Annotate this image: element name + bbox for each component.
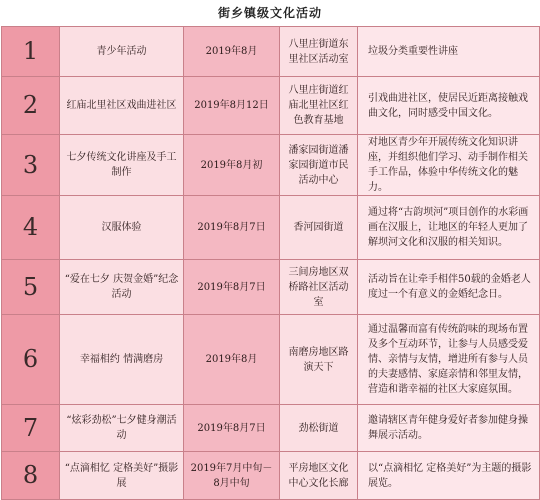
table-row	[2, 135, 540, 196]
table-row	[2, 77, 540, 135]
activity-name: “爱在七夕 庆贺金婚”纪念活动	[60, 260, 184, 315]
activity-description: 垃圾分类重要性讲座	[358, 27, 540, 77]
activity-date: 2019年8月7日	[184, 196, 280, 260]
table-row	[2, 27, 540, 77]
row-number: 5	[2, 260, 60, 315]
activity-name: 红庙北里社区戏曲进社区	[60, 77, 184, 135]
activity-description: 引戏曲进社区，使居民近距离接触戏曲文化，同时感受中国文化。	[358, 77, 540, 135]
activity-description: 通过温馨而富有传统韵味的现场布置及多个互动环节，让参与人员感受爱情、亲情与友情，增进所有参与人员的夫妻感情、家庭亲情和邻里友情，营造和谐幸福的社区大家庭氛围。	[358, 315, 540, 405]
activity-description: 对地区青少年开展传统文化知识讲座，并组织他们学习、动手制作相关手工作品，体验中华传统文化的魅力。	[358, 135, 540, 196]
activity-place: 南磨房地区路演天下	[280, 315, 358, 405]
table-row	[2, 405, 540, 452]
activity-date: 2019年7月中旬－8月中旬	[184, 452, 280, 500]
row-number: 2	[2, 77, 60, 135]
row-number: 1	[2, 27, 60, 77]
activity-name: 青少年活动	[60, 27, 184, 77]
row-number: 8	[2, 452, 60, 500]
activity-date: 2019年8月7日	[184, 260, 280, 315]
activity-name: 七夕传统文化讲座及手工制作	[60, 135, 184, 196]
table-row	[2, 196, 540, 260]
activity-date: 2019年8月12日	[184, 77, 280, 135]
activity-date: 2019年8月	[184, 27, 280, 77]
activity-description: 通过将“古韵坝河”项目创作的水彩画画在汉服上，让地区的年轻人更加了解坝河文化和汉服的相关知识。	[358, 196, 540, 260]
activity-place: 潘家园街道潘家园街道市民活动中心	[280, 135, 358, 196]
activity-place: 八里庄街道红庙北里社区红色教育基地	[280, 77, 358, 135]
row-number: 3	[2, 135, 60, 196]
activity-name: 幸福相约 情满磨房	[60, 315, 184, 405]
row-number: 7	[2, 405, 60, 452]
activity-name: 汉服体验	[60, 196, 184, 260]
activity-place: 八里庄街道东里社区活动室	[280, 27, 358, 77]
activity-description: 邀请辖区青年健身爱好者参加健身操舞展示活动。	[358, 405, 540, 452]
table-row	[2, 260, 540, 315]
table-title: 街乡镇级文化活动	[0, 0, 540, 26]
activity-place: 三间房地区双桥路社区活动室	[280, 260, 358, 315]
activity-date: 2019年8月7日	[184, 405, 280, 452]
row-number: 4	[2, 196, 60, 260]
table-row	[2, 452, 540, 500]
activity-name: “点滴相忆 定格美好”摄影展	[60, 452, 184, 500]
row-number: 6	[2, 315, 60, 405]
activity-place: 劲松街道	[280, 405, 358, 452]
activity-description: 活动旨在让牵手相伴50载的金婚老人度过一个有意义的金婚纪念日。	[358, 260, 540, 315]
activity-date: 2019年8月	[184, 315, 280, 405]
activity-place: 香河园街道	[280, 196, 358, 260]
table-row	[2, 315, 540, 405]
activity-description: 以“点滴相忆 定格美好”为主题的摄影展览。	[358, 452, 540, 500]
activity-place: 平房地区文化中心文化长廊	[280, 452, 358, 500]
activity-table	[1, 26, 540, 500]
activity-name: “炫彩劲松”七夕健身潮活动	[60, 405, 184, 452]
activity-date: 2019年8月初	[184, 135, 280, 196]
